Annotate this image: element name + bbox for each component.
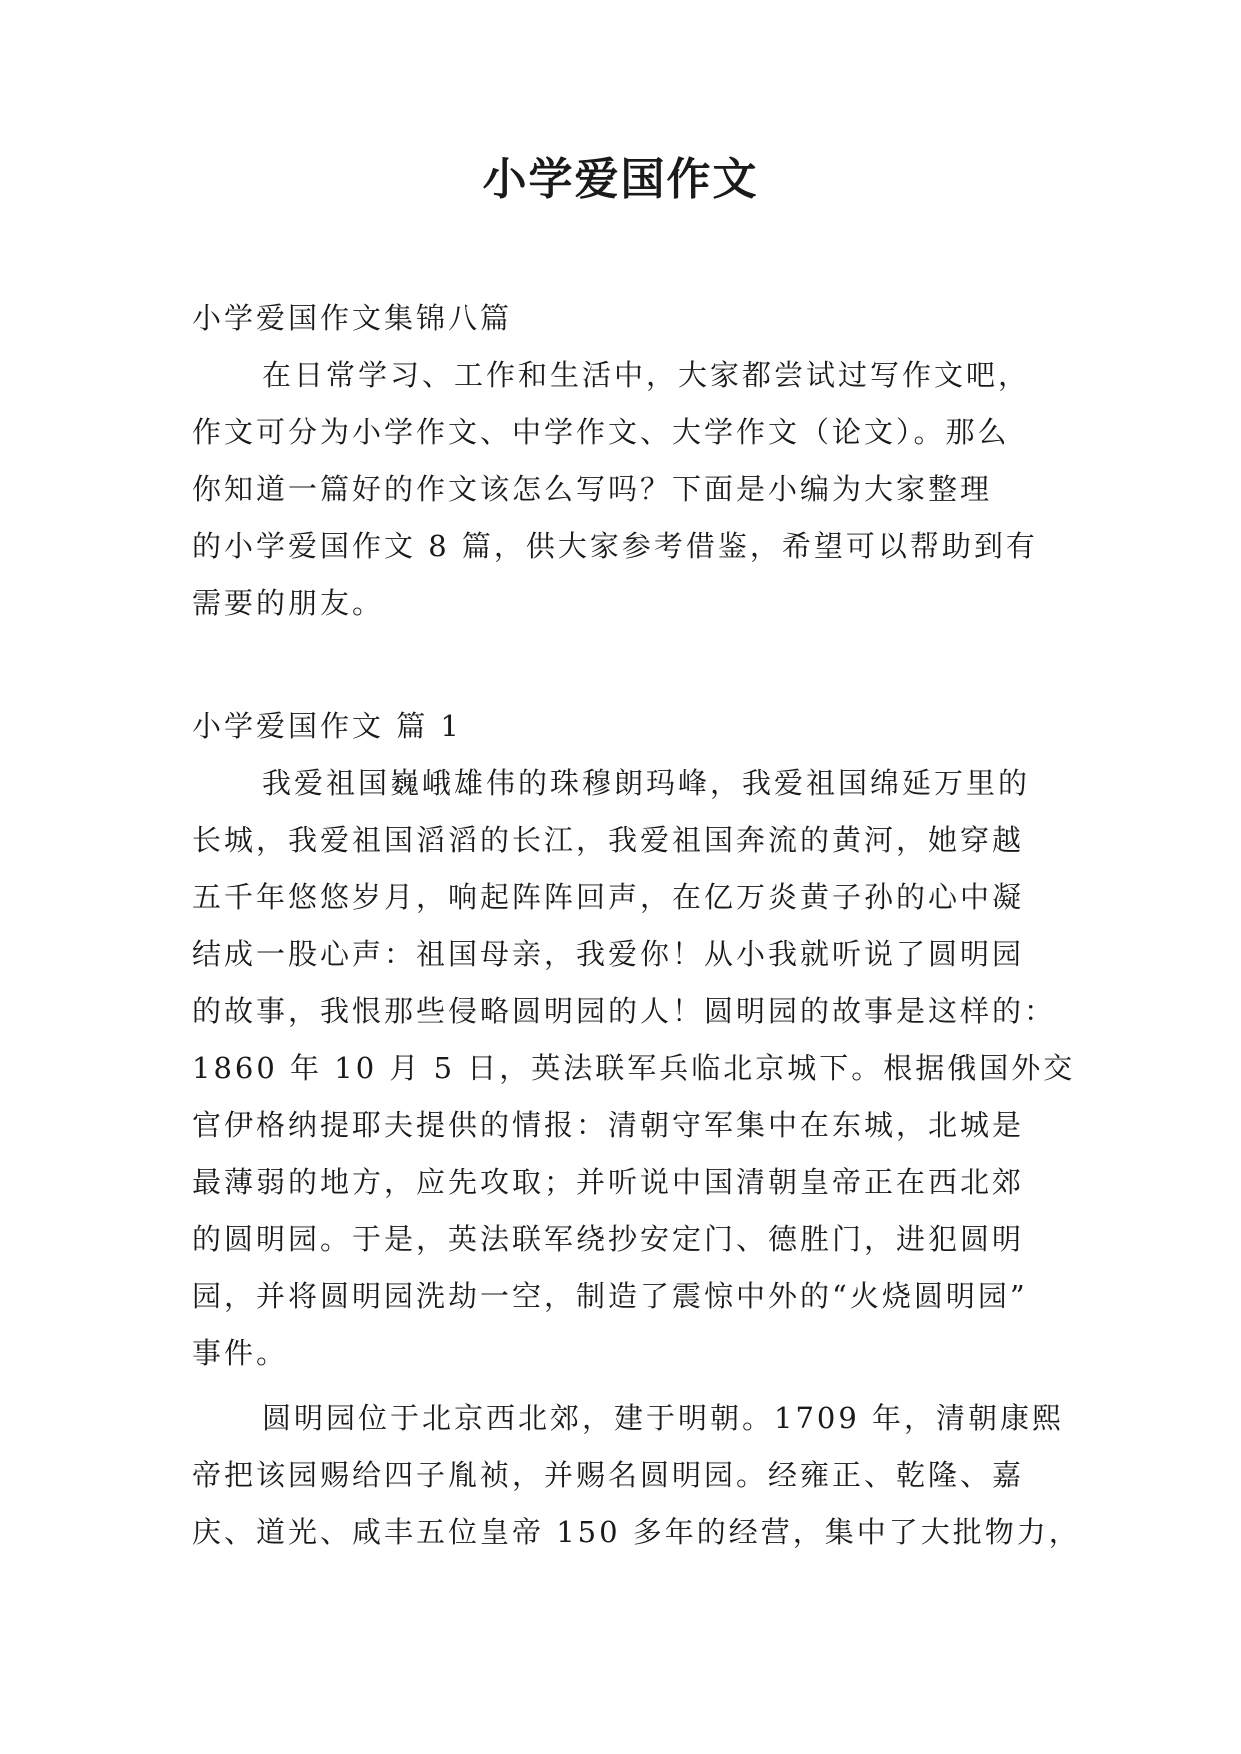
intro-paragraph bbox=[192, 347, 1062, 632]
intro-line: 你知道一篇好的作文该怎么写吗？下面是小编为大家整理 bbox=[192, 472, 993, 506]
intro-line: 作文可分为小学作文、中学作文、大学作文（论文）。那么 bbox=[192, 415, 1010, 449]
intro-line: 在日常学习、工作和生活中，大家都尝试过写作文吧， bbox=[262, 358, 1031, 392]
paragraph-line: 圆明园位于北京西北郊，建于明朝。1709 年，清朝康熙 bbox=[262, 1401, 1065, 1435]
paragraph-line: 的圆明园。于是，英法联军绕抄安定门、德胜门，进犯圆明 bbox=[192, 1222, 1025, 1256]
paragraph-line: 五千年悠悠岁月，响起阵阵回声，在亿万炎黄子孙的心中凝 bbox=[192, 880, 1025, 914]
paragraph-line: 最薄弱的地方，应先攻取；并听说中国清朝皇帝正在西北郊 bbox=[192, 1165, 1025, 1199]
paragraph-line: 庆、道光、咸丰五位皇帝 150 多年的经营，集中了大批物力， bbox=[192, 1515, 1081, 1549]
paragraph-line: 1860 年 10 月 5 日，英法联军兵临北京城下。根据俄国外交 bbox=[192, 1051, 1076, 1085]
section-paragraph bbox=[192, 755, 1076, 1382]
paragraph-spacer bbox=[192, 1382, 1062, 1390]
intro-line: 的小学爱国作文 8 篇，供大家参考借鉴，希望可以帮助到有 bbox=[192, 529, 1038, 563]
paragraph-line: 官伊格纳提耶夫提供的情报：清朝守军集中在东城，北城是 bbox=[192, 1108, 1025, 1142]
paragraph-line: 帝把该园赐给四子胤祯，并赐名圆明园。经雍正、乾隆、嘉 bbox=[192, 1458, 1025, 1492]
section-paragraph bbox=[192, 1390, 1081, 1561]
paragraph-line: 事件。 bbox=[192, 1336, 289, 1370]
intro-line: 需要的朋友。 bbox=[192, 586, 385, 620]
paragraph-line: 的故事，我恨那些侵略圆明园的人！圆明园的故事是这样的： bbox=[192, 994, 1057, 1028]
paragraph-line: 结成一股心声：祖国母亲，我爱你！从小我就听说了圆明园 bbox=[192, 937, 1025, 971]
section-spacer bbox=[192, 632, 1062, 698]
section-heading: 小学爱国作文 篇 1 bbox=[192, 709, 462, 743]
document-subtitle: 小学爱国作文集锦八篇 bbox=[192, 301, 513, 335]
document-body bbox=[192, 290, 1081, 1561]
paragraph-line: 长城，我爱祖国滔滔的长江，我爱祖国奔流的黄河，她穿越 bbox=[192, 823, 1025, 857]
paragraph-line: 我爱祖国巍峨雄伟的珠穆朗玛峰，我爱祖国绵延万里的 bbox=[262, 766, 1031, 800]
document-title: 小学爱国作文 bbox=[482, 154, 759, 205]
paragraph-line: 园，并将圆明园洗劫一空，制造了震惊中外的“火烧圆明园” bbox=[192, 1279, 1028, 1313]
